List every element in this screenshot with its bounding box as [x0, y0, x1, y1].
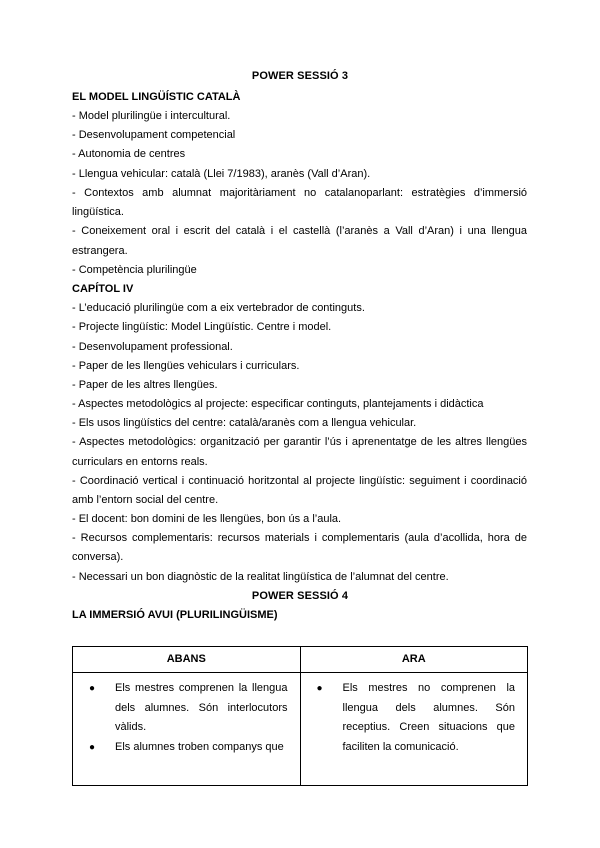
list-item: - Llengua vehicular: català (Llei 7/1983), aranès (Vall d’Aran).	[72, 168, 371, 180]
session3-title: POWER SESSIÓ 3	[251, 70, 349, 82]
bullet-list	[301, 673, 528, 757]
table-row	[73, 673, 528, 786]
session4-title: POWER SESSIÓ 4	[251, 590, 349, 602]
table-header-row	[73, 647, 528, 673]
list-item: - Coordinació vertical i continuació horitzontal al projecte lingüístic: seguiment i coordinació	[72, 475, 527, 487]
table-cell-abans	[73, 673, 301, 786]
list-item: - Aspectes metodològics: organització per garantir l’ús i aprenentatge de les altres llengües	[72, 436, 527, 448]
list-item	[89, 679, 288, 738]
list-item: - El docent: bon domini de les llengües, bon ús a l’aula.	[72, 513, 342, 525]
list-item: - Aspectes metodològics al projecte: especificar continguts, plantejaments i didàctica	[72, 398, 484, 410]
bullet-icon: ●	[316, 683, 323, 694]
list-item-continued: amb l’entorn social del centre.	[72, 494, 219, 506]
list-item: - Projecte lingüístic: Model Lingüístic. Centre i model.	[72, 321, 332, 333]
list-item: - Necessari un bon diagnòstic de la realitat lingüística de l’alumnat del centre.	[72, 571, 449, 583]
list-item-continued: conversa).	[72, 551, 124, 563]
list-item	[89, 738, 288, 758]
list-item: - Els usos lingüístics del centre: català/aranès com a llengua vehicular.	[72, 417, 417, 429]
list-item: - Desenvolupament competencial	[72, 129, 236, 141]
bullet-icon: ●	[89, 683, 96, 694]
list-item: - Coneixement oral i escrit del català i el castellà (l’aranès a Vall d’Aran) i una llengua	[72, 225, 527, 237]
list-item: - Desenvolupament professional.	[72, 341, 233, 353]
session3-heading: EL MODEL LINGÜÍSTIC CATALÀ	[72, 91, 241, 103]
bullet-icon: ●	[89, 741, 96, 753]
bullet-text: Els mestres no comprenen la llengua dels alumnes. Són receptius. Creen situacions que faciliten la comunicació.	[342, 682, 515, 753]
list-item: - Autonomia de centres	[72, 148, 186, 160]
table-cell-ara	[300, 673, 528, 786]
column-header-abans: ABANS	[73, 647, 301, 673]
list-item: - Contextos amb alumnat majoritàriament no catalanoparlant: estratègies d’immersió	[72, 187, 527, 199]
column-header-ara: ARA	[300, 647, 528, 673]
comparison-table	[72, 646, 528, 786]
list-item-continued: lingüística.	[72, 206, 124, 218]
list-item: - Paper de les altres llengües.	[72, 379, 218, 391]
list-item-continued: curriculars en entorns reals.	[72, 456, 208, 468]
list-item: - Recursos complementaris: recursos materials i complementaris (aula d’acollida, hora de	[72, 532, 527, 544]
bullet-list	[73, 673, 300, 757]
chapter4-heading: CAPÍTOL IV	[72, 283, 134, 295]
list-item: - L’educació plurilingüe com a eix vertebrador de continguts.	[72, 302, 365, 314]
bullet-text: Els mestres comprenen la llengua dels alumnes. Són interlocutors vàlids.	[115, 682, 288, 733]
list-item: - Paper de les llengües vehiculars i curriculars.	[72, 360, 300, 372]
list-item: - Competència plurilingüe	[72, 264, 197, 276]
session4-heading: LA IMMERSIÓ AVUI (PLURILINGÜISME)	[72, 609, 278, 621]
bullet-text: Els alumnes troben companys que	[115, 740, 284, 753]
list-item	[316, 679, 516, 757]
list-item-continued: estrangera.	[72, 245, 128, 257]
list-item: - Model plurilingüe i intercultural.	[72, 110, 231, 122]
